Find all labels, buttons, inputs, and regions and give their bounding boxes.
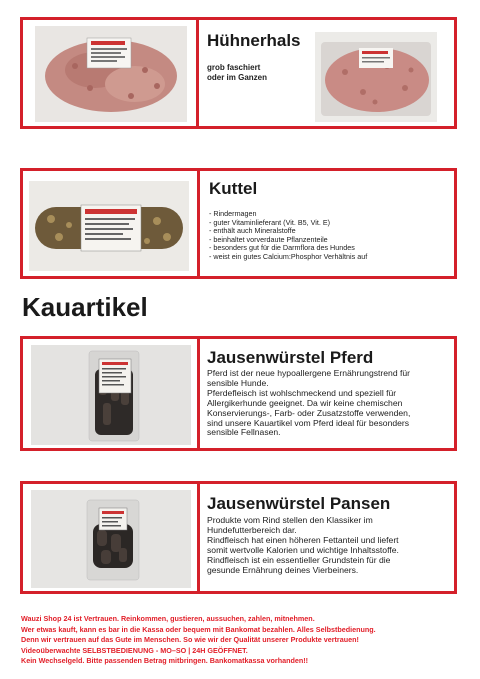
description-line: Pferdefleisch ist wohlschmeckend und speziell für <box>207 387 397 398</box>
footer-line: Kein Wechselgeld. Bitte passenden Betrag mitbringen. Bankomatkassa vorhanden!! <box>21 656 309 666</box>
list-item: - Rindermagen <box>209 209 257 218</box>
description-line: sensible Fellnasen. <box>207 427 281 438</box>
list-item: - guter Vitaminlieferant (Vit. B5, Vit. E) <box>209 217 331 227</box>
product-card-huehnerhals <box>20 17 457 129</box>
description-line: Allergikerhunde geeignet. Da wir keine chemischen <box>207 397 403 408</box>
product-card-jausenwuerstel-pferd <box>20 336 457 451</box>
product-feature-list <box>209 210 367 262</box>
product-title: Jausenwürstel Pansen <box>207 494 391 513</box>
description-line: Hundefutterbereich dar. <box>207 524 297 535</box>
product-photo-left <box>35 26 187 122</box>
list-item: - enthält auch Mineralstoffe <box>209 226 296 236</box>
product-card-jausenwuerstel-pansen <box>20 481 457 594</box>
product-description <box>207 369 410 438</box>
footer-line: Videoüberwachte SELBSTBEDIENUNG - MO–SO | 24H GEÖFFNET. <box>21 645 248 655</box>
description-line: sensible Hunde. <box>207 377 269 388</box>
card-divider <box>196 20 199 126</box>
product-photo <box>31 490 191 588</box>
footer-notice <box>21 614 376 667</box>
tripe-sausage-bag-icon <box>31 490 191 588</box>
product-photo <box>29 181 189 271</box>
section-heading: Kauartikel <box>22 292 148 322</box>
list-item: - besonders gut für die Darmflora des Hundes <box>209 243 355 253</box>
description-line: somit wertvolle Kalorien und wichtige Inhaltsstoffe. <box>207 544 399 555</box>
footer-line: Wer etwas kauft, kann es bar in die Kassa oder bequem mit Bankomat bezahlen. Alles Selbstbedienung. <box>21 624 376 634</box>
footer-line: Denn wir vertrauen auf das Gute im Menschen. So wie wir der Qualität unserer Produkte vertrauen! <box>21 635 359 645</box>
tripe-roll-package-icon <box>29 181 189 271</box>
product-photo <box>31 345 191 445</box>
card-divider <box>197 484 200 591</box>
minced-meat-tray-icon <box>315 32 437 122</box>
product-card-kuttel <box>20 168 457 279</box>
product-title: Kuttel <box>209 179 258 198</box>
description-line: Konservierungs-, Farb- oder Zusatzstoffe verwenden, <box>207 407 411 418</box>
subtitle-line: grob faschiert <box>207 63 261 72</box>
list-item: - weist ein gutes Calcium:Phosphor Verhältnis auf <box>209 251 368 261</box>
product-title: Hühnerhals <box>207 31 301 50</box>
description-line: Pferd ist der neue hypoallergene Ernährungstrend für <box>207 368 411 378</box>
description-line: Rindfleisch hat einen höheren Fettanteil und liefert <box>207 534 399 545</box>
product-title: Jausenwürstel Pferd <box>207 348 374 367</box>
list-item: - beinhaltet vorverdaute Pflanzenteile <box>209 234 328 244</box>
product-description <box>207 516 399 575</box>
minced-chicken-neck-package-icon <box>35 26 187 122</box>
horse-sausage-bag-icon <box>31 345 191 445</box>
footer-line: Wauzi Shop 24 ist Vertrauen. Reinkommen, gustieren, aussuchen, zahlen, mitnehmen. <box>21 614 315 623</box>
subtitle-line: oder im Ganzen <box>207 73 268 82</box>
description-line: Produkte vom Rind stellen den Klassiker im <box>207 515 373 525</box>
product-subtitle <box>207 63 267 83</box>
card-divider <box>197 339 200 448</box>
description-line: Rindfleisch ist ein essentieller Grundstein für die <box>207 554 391 565</box>
card-divider <box>197 171 200 276</box>
product-photo-right <box>315 32 437 122</box>
description-line: sind unsere Kauartikel vom Pferd ideal für besonders <box>207 417 410 428</box>
description-line: gesunde Ernährung deines Vierbeiners. <box>207 564 359 575</box>
